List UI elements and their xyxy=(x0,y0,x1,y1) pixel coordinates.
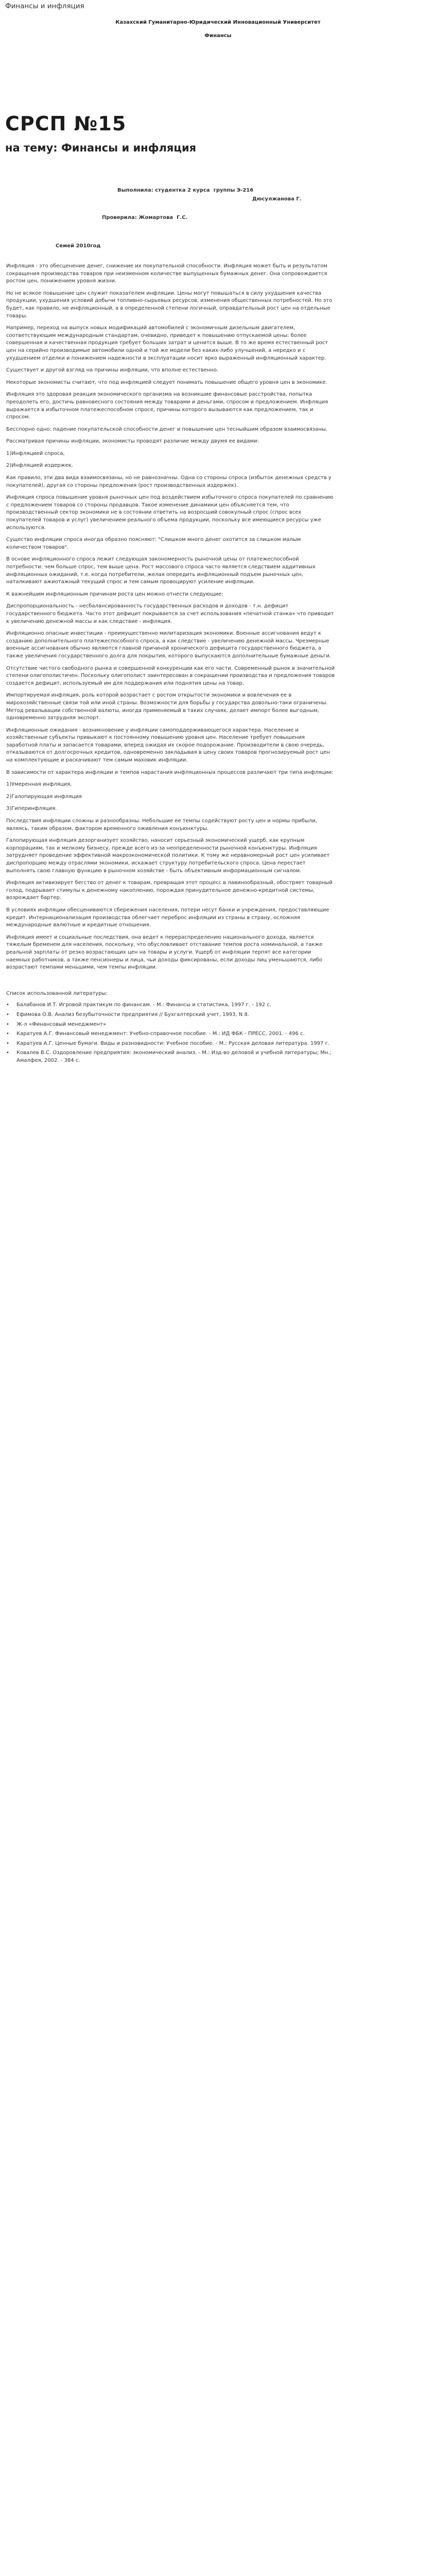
body-paragraph: Некоторые экономисты считают, что под инфляцией следует понимать повышение общего уровня цен в экономике. xyxy=(6,379,327,385)
body-paragraph: Но не всякое повышение цен служит показателем инфляции. Цены могут повышаться в силу ухудшения качества продукции, ухудшения условий добычи топливно-сырьевых ресурсов, изменения общественных потребностей. Но это будет, как правило, не инфляционный, а в определенной степени логичный, оправдательный рост цен на отдельные товары. xyxy=(6,290,333,319)
body-paragraph: Инфляция спроса повышение уровня рыночных цен под воздействием избыточного спроса покупателей по сравнению с предложением товаров со стороны продавцов. Такое изменение динамики цен объясняется тем, что производственный сектор экономики не в состоянии ответить на возросший совокупный спрос (спрос всех покупателей товаров и услуг) увеличением реального объема продукции, поскольку все имеющиеся ресурсы уже используются. xyxy=(6,495,334,531)
body-paragraph: Инфляционные ожидания - возникновение у инфляции самоподдерживающегося характера. Население и хозяйственные субъекты привыкают к постоянному повышению уровня цен. Население требует повышения заработной платы и запасается товарами, вперед ожидая их скорое подорожание. Производители в свою очередь, отказываются от долгосрочных кредитов, одновременно закладывая в цену своих товаров прогнозируемый рост цен на комплектующие и раскачивают тем самым маховик инфляции. xyxy=(6,727,330,764)
bullet-icon: • xyxy=(6,1002,9,1008)
reference-text: Каратуев А.Г. Ценные бумаги. Виды и разновидности: Учебное пособие. - М.: Русская деловая литература. 1997 г. xyxy=(16,1040,330,1046)
body-paragraph: 3)Гиперинфляция. xyxy=(6,806,57,812)
references-title: Список использованной литературы: xyxy=(6,990,108,996)
reference-text: Балабанов И.Т. Игровой практикум по финансам. - М.: Финансы и статистика, 1997 г. - 192 с. xyxy=(16,1002,272,1008)
bullet-icon: • xyxy=(6,1011,9,1018)
assignment-topic: на тему: Финансы и инфляция xyxy=(5,142,197,154)
body-paragraph: 2)Инфляцией издержек. xyxy=(6,463,73,469)
body-paragraph: Отсутствие чистого свободного рынка и совершенной конкуренции как его части. Современный рынок в значительной степени олигополистичен. Поскольку олигополист заинтересован в сокращении производства и предложения товаров создается дефицит, используемый им для поддержания или поднятия цены на товар. xyxy=(6,665,335,686)
body-paragraph: Существует и другой взгляд на причины инфляции, что вполне естественно. xyxy=(6,367,219,374)
body-paragraph: 2)Галопирующая инфляция xyxy=(6,793,82,800)
body-paragraph: Например, переход на выпуск новых модификаций автомобилей с экономичным дизельным двигателем, соответствующим международным стандартам, очевидно, приведет к повышению отпускаемой цены: более совершенная и качественная продукция требует больших затрат и ценится выше. В то же время естественный рост цен на серийно производимые автомобили одной и той же модели без каких-либо улучшений, а нередко и с ухудшением отделки и понижением надежности в эксплуатации носит ярко выраженный инфляционный характер. xyxy=(6,325,328,361)
city-year: Семей 2010год xyxy=(56,243,101,249)
body-paragraph: Инфляция имеет и социальные последствия, она ведет к перераспределению национального дохода, является тяжелым бременем для населения, поскольку, что обусловливает отставание темпов роста номинальной, а также реальной зарплаты от резко возрастающих цен на товары и услуги. Ущерб от инфляции терпят все категории наемных работников, а также пенсионеры и лица, чьи доходы фиксированы, если доходы лиц уменьшаются, либо возрастают темпами меньшими, чем темпы инфляции. xyxy=(6,934,323,971)
body-paragraph: В основе инфляционного спроса лежит следующая закономерность рыночной цены от платежеспособной потребности: чем больше спрос, тем выше цена. Рост массового спроса часто является следствием аддитивных инфляционных ожиданий, т.е. когда потребители, желая опередить инфляционный подъем рыночных цен, наталкивают ажиотажный текущий спрос и тем самым провоцируют усиление инфляции. xyxy=(6,556,316,585)
document-body xyxy=(6,263,336,1066)
reference-item xyxy=(6,1011,336,1019)
body-paragraph: В зависимости от характера инфляции и темпов нарастания инфляционных процессов различают три типа инфляции: xyxy=(6,769,334,775)
body-paragraph: К важнейшим инфляционным причинам роста цен можно отнести следующие: xyxy=(6,591,223,597)
body-paragraph: 1)Инфляцией спроса, xyxy=(6,450,65,456)
reference-text: Ковалев В.С. Оздоровление предприятия: экономический анализ. - М.: Изд-во деловой и учебной литературы; Мн.; Амалфея, 2002. - 384 с. xyxy=(16,1050,332,1063)
bullet-icon: • xyxy=(6,1050,9,1056)
body-paragraph: Существо инфляции спроса иногда образно поясняют: "Слишком много денег охотится за слишком малым количеством товаров". xyxy=(6,537,301,550)
reference-text: Ж-л «Финансовый менеджмент» xyxy=(16,1021,106,1027)
student-name: Дюсулжанова Г. xyxy=(252,196,302,202)
body-paragraph: Инфляция - это обесценение денег, снижение их покупательной способности. Инфляция может быть и результатом сокращения производства товаров при неизменном количестве выпущенных бумажных денег. Она сопровождается ростом цен, понижением уровня жизни. xyxy=(6,263,327,284)
body-paragraph: Последствия инфляции сложны и разнообразны. Небольшие ее темпы содействуют росту цен и нормы прибыли, являясь, таким образом, фактором временного оживления конъюнктуры. xyxy=(6,818,318,832)
department-name: Финансы xyxy=(204,33,232,39)
reference-item xyxy=(6,1040,336,1048)
body-paragraph: Рассматривая причины инфляции, экономисты проводят различие между двумя ее видами: xyxy=(6,438,259,445)
checked-by: Проверила: Жомартова Г.С. xyxy=(102,215,188,221)
reference-item xyxy=(6,1049,336,1064)
body-paragraph: Инфляционно опасные инвестиции - преимущественно милитаризация экономики. Военные ассигнования ведут к созданию дополнительного платежеспособного спроса, а как следствие - увеличению денежной массы. Чрезмерные военные ассигнования обычно являются главной причиной хронического дефицита государственного бюджета, а также увеличения государственного долга для покрытия, которого выпускаются дополнительные бумажные деньги. xyxy=(6,631,331,659)
document-title: Финансы и инфляция xyxy=(5,2,84,10)
body-paragraph: Как правило, эти два вида взаимосвязаны, но не равнозначны. Одна со стороны спроса (избыток денежных средств у покупателей), другая со стороны предложения (рост производственных издержек). xyxy=(6,475,332,488)
body-paragraph: Инфляция это здоровая реакция экономического организма на возникшие финансовые расстройства, попытка преодолеть его, достичь равновесного состояния между товарами и деньгами, спросом и предложением. Инфляция выражается в избыточном платежеспособном спросе, причины которого вызываются как предложением, так и спросом. xyxy=(6,392,328,420)
body-paragraph: Диспропорциональность - несбалансированность государственных расходов и доходов - т.н. дефицит государственного бюджета. Часто этот дефицит покрывается за счет использования «печатной станка» что приводит к увеличению денежной массы и как следствие - инфляция. xyxy=(6,603,334,624)
bullet-icon: • xyxy=(6,1040,9,1046)
reference-item xyxy=(6,1030,336,1038)
body-paragraph: Бесспорно одно: падение покупательской способности денег и повышение цен тесныйшим образом взаимосвязаны. xyxy=(6,426,327,432)
reference-text: Ефимова О.В. Анализ безубыточности предприятия // Бухгалтерский учет, 1993, N 8. xyxy=(16,1011,249,1018)
body-paragraph: Галопирующая инфляция дезорганизует хозяйство, наносит серьезный экономический ущерб, как крупным корпорациям, так и мелкому бизнесу, прежде всего из-за неопределенности рыночной конъюнктуры. Инфляция затрудняет проведение эффективной макроэкономической политики. К тому же неравномерный рост цен усиливает диспропорцию между отраслями экономики, искажает структуру потребительского спроса. Цена перестает выполнять свою главную функцию в рыночном хозяйстве - быть объективным информационным сигналом. xyxy=(6,838,330,874)
body-paragraph: В условиях инфляции обесцениваются сбережения населения, потери несут банки и учреждения, предоставляющие кредит. Интернационализация производства облегчает переброс инфляции из страны в страну, осложняя международные валютные и кредитные отношения. xyxy=(6,907,329,928)
reference-item xyxy=(6,1002,336,1009)
bullet-icon: • xyxy=(6,1021,9,1027)
performed-by: Выполнила: студентка 2 курса группы Э-216 xyxy=(117,188,254,193)
assignment-number: СРСП №15 xyxy=(5,112,127,135)
reference-text: Каратуев А.Г. Финансовый менеджмент: Учебно-справочное пособие. - М.: ИД ФБК - ПРЕСС, 2001. - 496 с. xyxy=(16,1031,305,1037)
university-name: Казахский Гуманитарно-Юридический Инновационный Университет xyxy=(115,20,321,25)
body-paragraph: 1)Умеренная инфляция, xyxy=(6,782,72,788)
reference-item xyxy=(6,1021,336,1029)
body-paragraphs xyxy=(6,263,336,972)
body-paragraph: Инфляция активизирует бегство от денег к товарам, превращая этот процесс в лавинообразный, обостряет товарный голод, подрывает стимулы к денежному накоплению, порождая принудительное денежно-кредитной системы, возрождает бартер. xyxy=(6,880,333,901)
body-paragraph: Импортируемая инфляция, роль которой возрастает с ростом открытости экономики и вовлечения ее в мирохозяйственные связи той или иной страны. Возможности для борьбы у государства довольно-таки ограничены. Метод ревальвации собственной валюты, иногда применяемый в таких случаях, делает импорт более выгодным, одновременно затрудняя экспорт. xyxy=(6,692,328,721)
bullet-icon: • xyxy=(6,1031,9,1037)
references-list xyxy=(6,1002,336,1064)
